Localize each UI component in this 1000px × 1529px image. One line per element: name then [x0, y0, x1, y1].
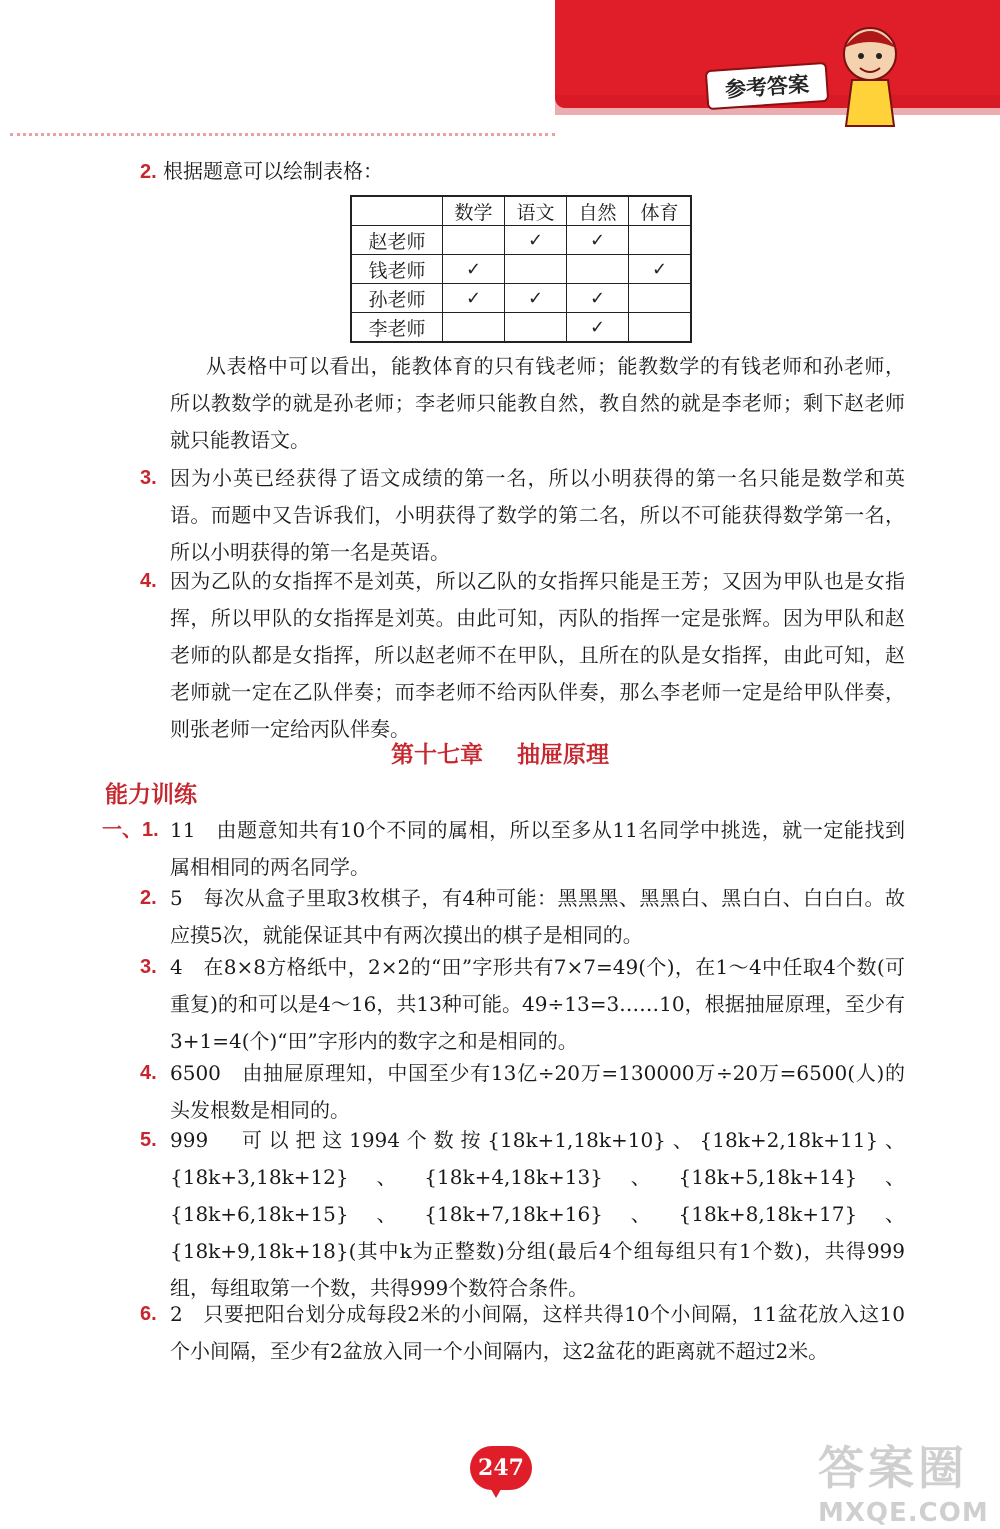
- check-cell: ✓: [567, 284, 629, 313]
- check-cell: [567, 255, 629, 284]
- check-cell: [505, 255, 567, 284]
- answer-2-intro: [140, 153, 383, 191]
- answer-1-5: [140, 1122, 905, 1307]
- chapter-title: 第十七章 抽屉原理: [390, 742, 609, 768]
- answer-number: 3.: [140, 956, 157, 978]
- check-cell: [629, 226, 692, 255]
- check-cell: [505, 313, 567, 343]
- answer-text: 从表格中可以看出，能教体育的只有钱老师；能教数学的有钱老师和孙老师，所以教数学的就是孙老师；李老师只能教自然，教自然的就是李老师；剩下赵老师就只能教语文。: [170, 354, 905, 452]
- answer-text: 4 在8×8方格纸中，2×2的“田”字形共有7×7=49(个)，在1～4中任取4个数(可重复)的和可以是4～16，共13种可能。49÷13=3……10，根据抽屉原理，至少有3+1=4(个)“田”字形内的数字之和是相同的。: [170, 955, 905, 1053]
- table-header-row: [351, 196, 691, 226]
- header-title: 参考答案: [705, 62, 829, 110]
- answer-number: 2.: [140, 161, 157, 183]
- table-header-cell: 语文: [505, 196, 567, 226]
- check-cell: ✓: [567, 313, 629, 343]
- answer-number: 2.: [140, 887, 157, 909]
- answer-text: 999 可以把这1994个数按{18k+1,18k+10}、{18k+2,18k+11}、{18k+3,18k+12}、{18k+4,18k+13}、{18k+5,18k+14}、{18k+6,18k+15}、{18k+7,18k+16}、{18k+8,18k+17}、{18k+9,18k+18}(其中k为正整数)分组(最后4个组每组只有1个数)，共得999组，每组取第一个数，共得999个数符合条件。: [170, 1128, 905, 1300]
- table-header-cell: 数学: [443, 196, 505, 226]
- answer-text: 6500 由抽屉原理知，中国至少有13亿÷20万=130000万÷20万=6500(人)的头发根数是相同的。: [170, 1061, 905, 1122]
- answer-1-6: [140, 1296, 905, 1370]
- answer-number: 6.: [140, 1303, 157, 1325]
- answer-text: 2 只要把阳台划分成每段2米的小间隔，这样共得10个小间隔，11盆花放入这10个小间隔，至少有2盆放入同一个小间隔内，这2盆花的距离就不超过2米。: [170, 1302, 905, 1363]
- answer-4: [140, 563, 905, 748]
- answer-1-4: [140, 1055, 905, 1129]
- answer-text: 5 每次从盒子里取3枚棋子，有4种可能：黑黑黑、黑黑白、黑白白、白白白。故应摸5次，就能保证其中有两次摸出的棋子是相同的。: [170, 886, 905, 947]
- table-row: [351, 226, 691, 255]
- check-cell: ✓: [505, 284, 567, 313]
- teacher-name-cell: 李老师: [351, 313, 443, 343]
- answer-number: 4.: [140, 570, 157, 592]
- answer-number: 3.: [140, 467, 157, 489]
- check-cell: ✓: [505, 226, 567, 255]
- answer-text: 因为乙队的女指挥不是刘英，所以乙队的女指挥只能是王芳；又因为甲队也是女指挥，所以甲队的女指挥是刘英。由此可知，丙队的指挥一定是张辉。因为甲队和赵老师的队都是女指挥，所以赵老师不在甲队，且所在的队是女指挥，由此可知，赵老师就一定在乙队伴奏；而李老师不给丙队伴奏，那么李老师一定是给甲队伴奏，则张老师一定给丙队伴奏。: [170, 569, 905, 741]
- check-cell: ✓: [443, 255, 505, 284]
- watermark-line-1: 答案圈: [818, 1441, 968, 1495]
- answer-number: 4.: [140, 1062, 157, 1084]
- answer-1-2: [140, 880, 905, 954]
- check-cell: [629, 313, 692, 343]
- teacher-name-cell: 钱老师: [351, 255, 443, 284]
- teacher-subject-table: [350, 195, 692, 343]
- answer-number: 一、1.: [102, 819, 159, 841]
- check-cell: ✓: [443, 284, 505, 313]
- table-corner-cell: [351, 196, 443, 226]
- teacher-name-cell: 赵老师: [351, 226, 443, 255]
- table-row: [351, 284, 691, 313]
- answer-3: [140, 460, 905, 571]
- answer-text: 因为小英已经获得了语文成绩的第一名，所以小明获得的第一名只能是数学和英语。而题中又告诉我们，小明获得了数学的第二名，所以不可能获得数学第一名，所以小明获得的第一名是英语。: [170, 466, 905, 564]
- answer-number: 5.: [140, 1129, 157, 1151]
- table-header-cell: 自然: [567, 196, 629, 226]
- answer-1-3: [140, 949, 905, 1060]
- table-header-cell: 体育: [629, 196, 692, 226]
- check-cell: [443, 313, 505, 343]
- answer-text: 11 由题意知共有10个不同的属相，所以至多从11名同学中挑选，就一定能找到属相相同的两名同学。: [170, 818, 905, 879]
- page-number: 247: [470, 1446, 532, 1490]
- table-row: [351, 255, 691, 284]
- section-title: 能力训练: [105, 782, 197, 808]
- mascot-icon: [830, 14, 910, 134]
- table-row: [351, 313, 691, 343]
- check-cell: [629, 284, 692, 313]
- page-number-tail: [488, 1484, 504, 1498]
- watermark-line-2: MXQE.COM: [818, 1498, 989, 1528]
- teacher-name-cell: 孙老师: [351, 284, 443, 313]
- watermark: [818, 1432, 989, 1528]
- check-cell: [443, 226, 505, 255]
- header-dotted-rule: [10, 125, 555, 136]
- answer-1-1: [102, 812, 905, 886]
- check-cell: ✓: [629, 255, 692, 284]
- answer-2-explanation: [170, 348, 905, 459]
- answer-text: 根据题意可以绘制表格：: [163, 159, 384, 183]
- check-cell: ✓: [567, 226, 629, 255]
